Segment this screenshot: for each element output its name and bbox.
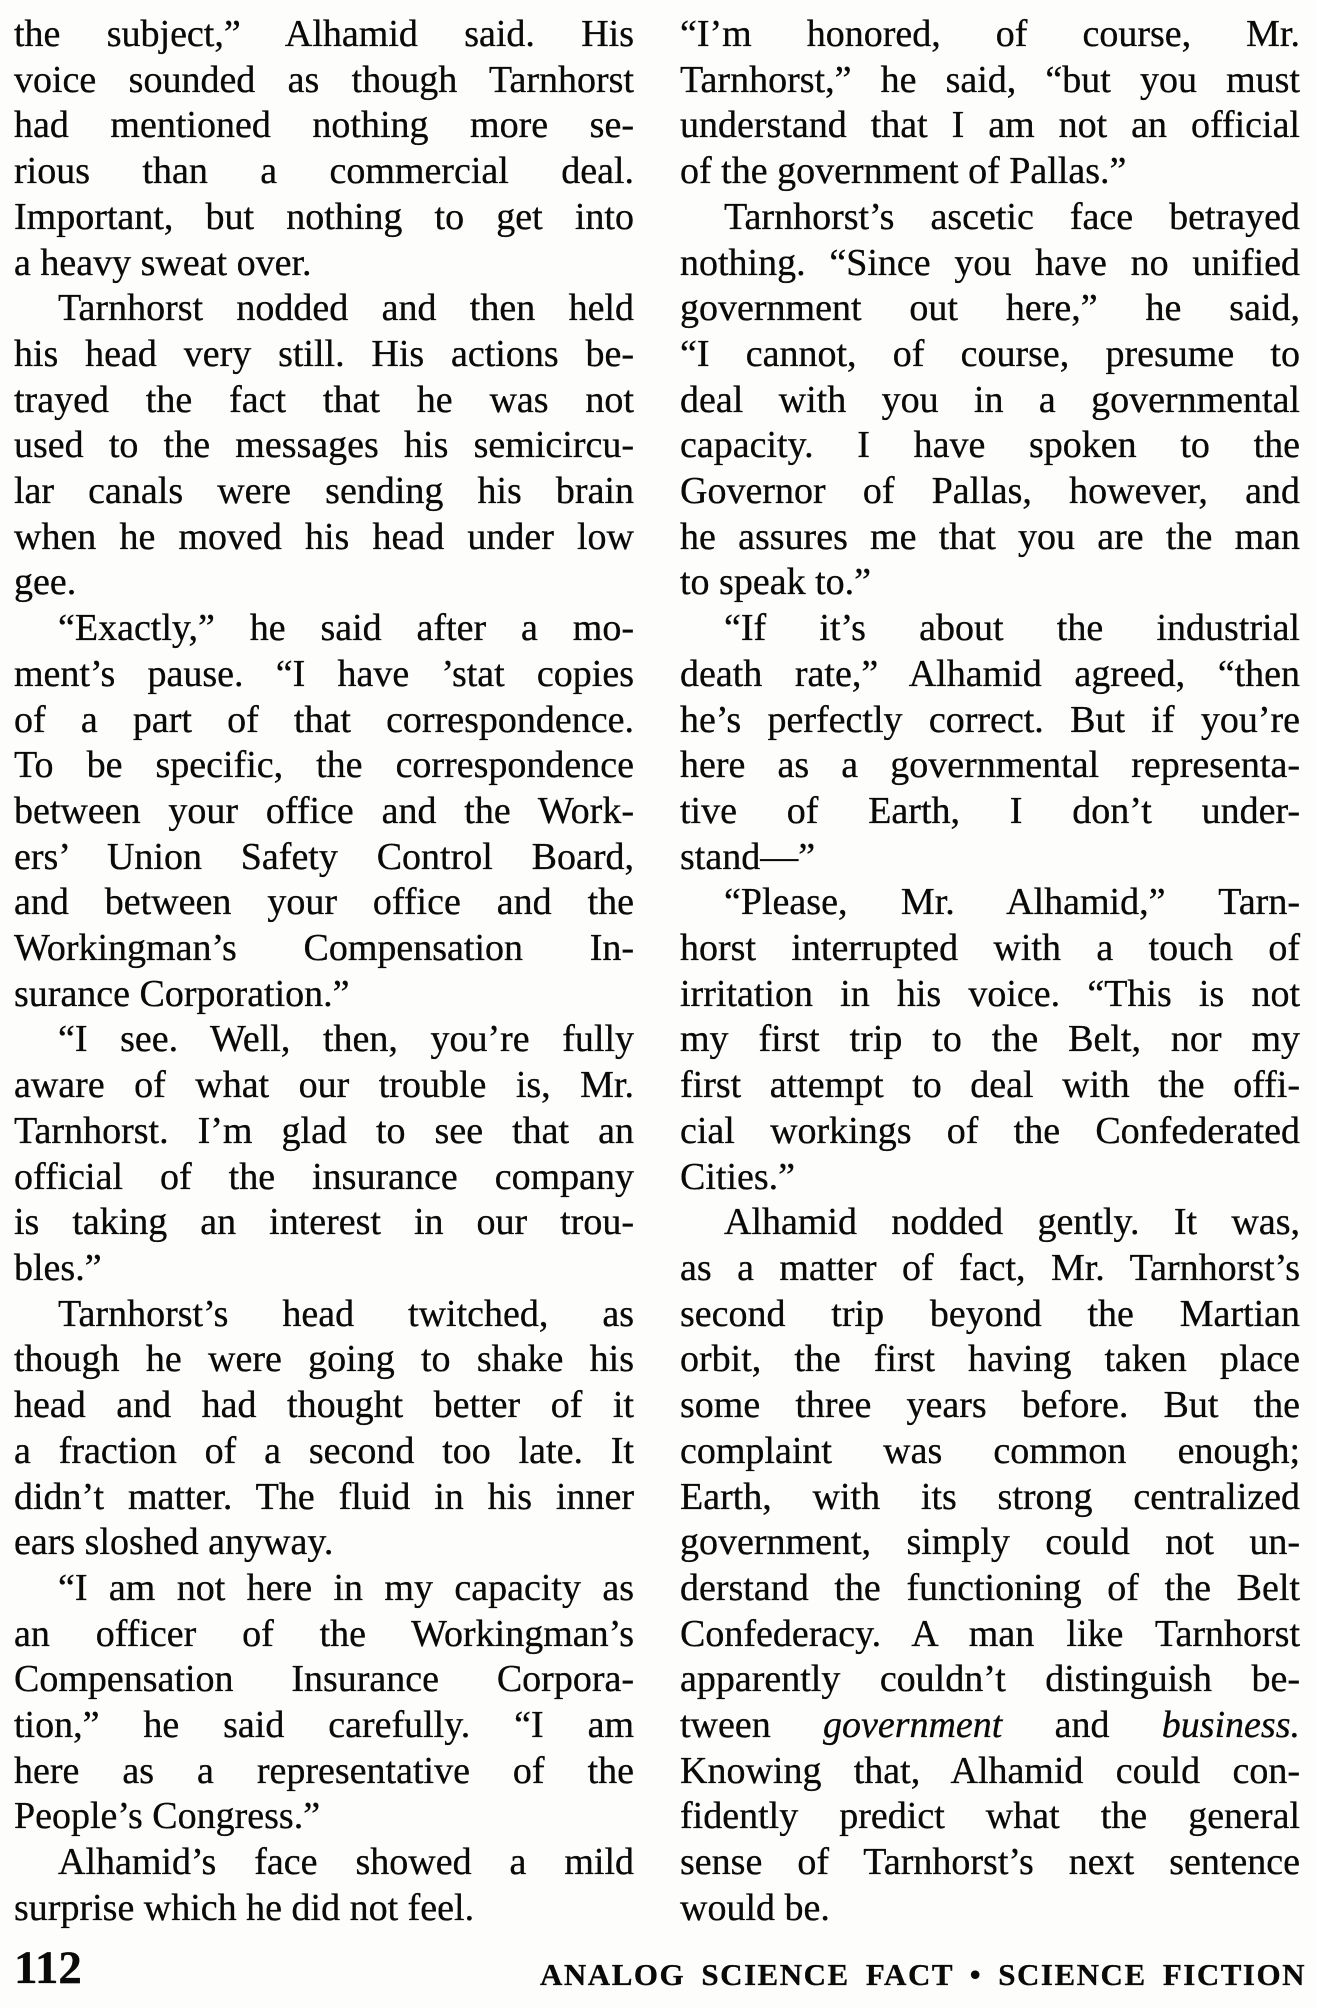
text-line: orbit, the first having taken place — [680, 1338, 1300, 1381]
text-line: between your office and the Work- — [14, 789, 634, 832]
text-line: horst interrupted with a touch of — [680, 927, 1300, 970]
text-line: Tarnhorst nodded and then held — [58, 287, 634, 330]
text-line: government, simply could not un- — [680, 1521, 1300, 1564]
text-line: People’s Congress.” — [14, 1795, 321, 1838]
text-line: surprise which he did not feel. — [14, 1886, 475, 1929]
text-line: Alhamid’s face showed a mild — [58, 1841, 634, 1884]
text-line: bles.” — [14, 1246, 102, 1289]
text-line: here as a governmental representa- — [680, 744, 1300, 787]
text-line: tween government and business. — [680, 1704, 1300, 1747]
text-line: surance Corporation.” — [14, 972, 350, 1015]
text-line: tive of Earth, I don’t under- — [680, 789, 1300, 832]
paragraph — [14, 606, 634, 1017]
text-line: head and had thought better of it — [14, 1384, 634, 1427]
paragraph — [14, 1292, 634, 1566]
text-line: used to the messages his semicircu- — [14, 424, 634, 467]
text-line: my first trip to the Belt, nor my — [680, 1018, 1300, 1061]
text-line: ment’s pause. “I have ’stat copies — [14, 652, 634, 695]
text-line: a fraction of a second too late. It — [14, 1429, 634, 1472]
text-line: is taking an interest in our trou- — [14, 1201, 634, 1244]
text-line: Tarnhorst’s head twitched, as — [58, 1292, 634, 1335]
paragraph — [14, 12, 634, 286]
text-line: To be specific, the correspondence — [14, 744, 634, 787]
text-line: derstand the functioning of the Belt — [680, 1566, 1300, 1609]
text-line: a heavy sweat over. — [14, 241, 312, 284]
text-line: death rate,” Alhamid agreed, “then — [680, 652, 1300, 695]
text-line: “I’m honored, of course, Mr. — [680, 13, 1300, 55]
text-line: understand that I am not an official — [680, 104, 1300, 147]
text-line: an officer of the Workingman’s — [14, 1612, 634, 1655]
text-line: Confederacy. A man like Tarnhorst — [680, 1612, 1300, 1655]
paragraph — [14, 1840, 634, 1931]
text-line: fidently predict what the general — [680, 1795, 1300, 1838]
paragraph — [14, 286, 634, 606]
text-line: though he were going to shake his — [14, 1338, 634, 1381]
text-line: as a matter of fact, Mr. Tarnhorst’s — [680, 1246, 1300, 1289]
text-line: sense of Tarnhorst’s next sentence — [680, 1841, 1300, 1884]
text-line: apparently couldn’t distinguish be- — [680, 1658, 1300, 1701]
text-line: aware of what our trouble is, Mr. — [14, 1064, 634, 1107]
text-line: complaint was common enough; — [680, 1429, 1300, 1472]
text-line: “Exactly,” he said after a mo- — [58, 607, 634, 650]
text-line: nothing. “Since you have no unified — [680, 241, 1300, 284]
page-footer — [14, 1942, 1306, 1994]
paragraph — [680, 12, 1300, 195]
text-line: he’s perfectly correct. But if you’re — [680, 698, 1300, 741]
text-line: Compensation Insurance Corpora- — [14, 1658, 634, 1701]
text-line: Governor of Pallas, however, and — [680, 470, 1300, 513]
text-line: stand—” — [680, 835, 816, 878]
text-line: “I cannot, of course, presume to — [680, 332, 1300, 375]
text-line: didn’t matter. The fluid in his inner — [14, 1475, 634, 1518]
text-line: Tarnhorst,” he said, “but you must — [680, 58, 1300, 101]
text-line: to speak to.” — [680, 561, 872, 604]
paragraph — [680, 880, 1300, 1200]
text-line: Earth, with its strong centralized — [680, 1475, 1300, 1518]
paragraph — [680, 1200, 1300, 1931]
text-line: he assures me that you are the man — [680, 515, 1300, 558]
text-line: and between your office and the — [14, 881, 634, 924]
text-line: of the government of Pallas.” — [680, 150, 1127, 193]
text-line: first attempt to deal with the offi- — [680, 1064, 1300, 1107]
text-line: government out here,” he said, — [680, 287, 1300, 330]
paragraph — [680, 606, 1300, 880]
text-line: second trip beyond the Martian — [680, 1292, 1300, 1335]
text-line: rious than a commercial deal. — [14, 150, 634, 193]
page-number: 112 — [14, 1942, 82, 1994]
text-line: ears sloshed anyway. — [14, 1521, 334, 1564]
text-line: capacity. I have spoken to the — [680, 424, 1300, 467]
text-line: Tarnhorst. I’m glad to see that an — [14, 1109, 634, 1152]
text-line: voice sounded as though Tarnhorst — [14, 58, 634, 101]
text-line: Cities.” — [680, 1155, 796, 1198]
text-line: of a part of that correspondence. — [14, 698, 634, 741]
text-line: the subject,” Alhamid said. His — [14, 13, 634, 55]
text-line: his head very still. His actions be- — [14, 332, 634, 375]
text-line: Knowing that, Alhamid could con- — [680, 1749, 1300, 1792]
text-line: “I see. Well, then, you’re fully — [58, 1018, 634, 1061]
text-line: tion,” he said carefully. “I am — [14, 1704, 634, 1747]
text-line: trayed the fact that he was not — [14, 378, 634, 421]
text-line: ers’ Union Safety Control Board, — [14, 835, 634, 878]
text-line: official of the insurance company — [14, 1155, 634, 1198]
text-line: some three years before. But the — [680, 1384, 1300, 1427]
text-line: Important, but nothing to get into — [14, 195, 634, 238]
text-line: deal with you in a governmental — [680, 378, 1300, 421]
text-line: Alhamid nodded gently. It was, — [724, 1201, 1300, 1244]
text-line: irritation in his voice. “This is not — [680, 972, 1300, 1015]
text-line: when he moved his head under low — [14, 515, 634, 558]
text-line: had mentioned nothing more se- — [14, 104, 634, 147]
text-line: would be. — [680, 1886, 830, 1929]
paragraph — [680, 195, 1300, 606]
text-line: cial workings of the Confederated — [680, 1109, 1300, 1152]
text-line: Workingman’s Compensation In- — [14, 927, 634, 970]
paragraph — [14, 1566, 634, 1840]
text-line: “Please, Mr. Alhamid,” Tarn- — [724, 881, 1300, 924]
text-column-right — [680, 12, 1300, 1932]
text-line: Tarnhorst’s ascetic face betrayed — [724, 195, 1300, 238]
text-line: lar canals were sending his brain — [14, 470, 634, 513]
text-line: gee. — [14, 561, 77, 604]
text-line: here as a representative of the — [14, 1749, 634, 1792]
text-line: “I am not here in my capacity as — [58, 1566, 634, 1609]
magazine-title: ANALOG SCIENCE FACT • SCIENCE FICTION — [540, 1956, 1306, 1992]
text-column-left — [14, 12, 634, 1932]
paragraph — [14, 1017, 634, 1291]
text-line: “If it’s about the industrial — [724, 607, 1300, 650]
